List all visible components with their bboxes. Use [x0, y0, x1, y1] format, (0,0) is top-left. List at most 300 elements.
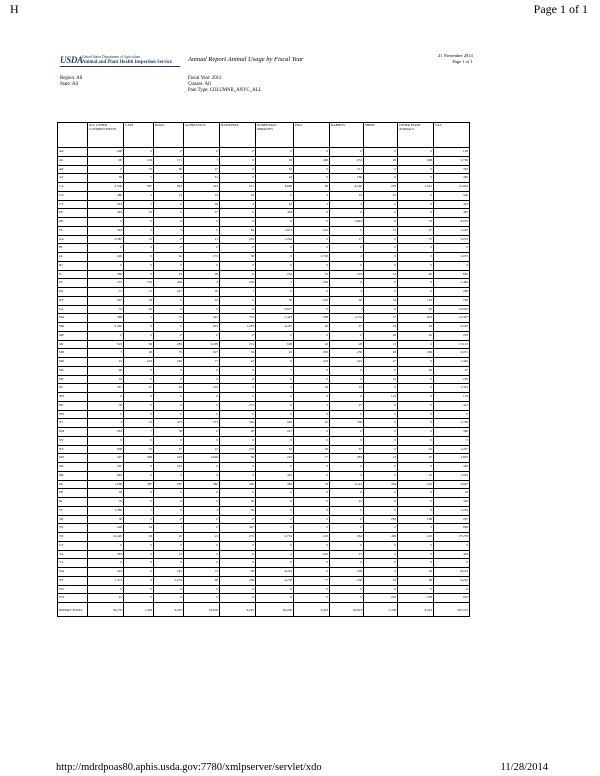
value-cell: 0 [364, 410, 398, 419]
state-cell: AZ [58, 174, 88, 183]
value-cell: 0 [256, 244, 294, 253]
value-cell: 267 [154, 480, 184, 489]
table-row [58, 515, 470, 524]
value-cell: 263 [294, 349, 330, 358]
value-cell: 207 [88, 463, 124, 472]
value-cell: 64 [398, 323, 434, 332]
value-cell: 48 [184, 576, 220, 585]
table-row [58, 156, 470, 165]
value-cell: 0 [256, 358, 294, 367]
value-cell: 0 [154, 410, 184, 419]
value-cell: 6,019 [434, 218, 470, 227]
value-cell: 0 [220, 594, 256, 603]
value-cell: 0 [398, 436, 434, 445]
value-cell: 22 [294, 340, 330, 349]
state-cell: MS [58, 366, 88, 375]
value-cell: 0 [330, 366, 364, 375]
value-cell: 16 [364, 375, 398, 384]
value-cell: 0 [294, 594, 330, 603]
value-cell: 0 [398, 489, 434, 498]
value-cell: 0 [398, 550, 434, 559]
table-row [58, 244, 470, 253]
print-header-page: Page 1 of 1 [533, 2, 588, 16]
value-cell: 908 [88, 445, 124, 454]
value-cell: 0 [220, 515, 256, 524]
state-cell: VA [58, 550, 88, 559]
print-footer-date: 11/28/2014 [500, 762, 548, 773]
column-header: HAMSTERS [220, 123, 256, 148]
value-cell: 39 [220, 506, 256, 515]
value-cell: 0 [330, 489, 364, 498]
value-cell: 62 [398, 331, 434, 340]
value-cell: 1,423 [256, 314, 294, 323]
value-cell: 480 [88, 191, 124, 200]
state-cell: OR [58, 471, 88, 480]
animal-usage-table [57, 122, 470, 617]
value-cell: 0 [330, 148, 364, 157]
report-filters-left [60, 76, 82, 88]
state-cell: WI [58, 576, 88, 585]
table-row [58, 183, 470, 192]
value-cell: 1,264 [256, 235, 294, 244]
value-cell: 6,243 [398, 603, 434, 617]
value-cell: 28 [330, 340, 364, 349]
value-cell: 292 [220, 279, 256, 288]
value-cell: 0 [294, 305, 330, 314]
value-cell: 0 [88, 331, 124, 340]
value-cell: 427 [220, 524, 256, 533]
value-cell: 0 [184, 489, 220, 498]
value-cell: 2 [364, 524, 398, 533]
value-cell: 36 [294, 445, 330, 454]
value-cell: 27 [364, 358, 398, 367]
value-cell: 29 [184, 200, 220, 209]
value-cell: 2,506 [88, 183, 124, 192]
value-cell: 869 [434, 524, 470, 533]
value-cell: 0 [256, 489, 294, 498]
table-row [58, 393, 470, 402]
value-cell: 90 [88, 156, 124, 165]
value-cell: 13 [364, 340, 398, 349]
value-cell: 275 [220, 401, 256, 410]
value-cell: 0 [364, 541, 398, 550]
column-header: ALL OTHER COVERED SPECIE [88, 123, 124, 148]
state-cell: VT [58, 559, 88, 568]
value-cell: 0 [124, 585, 154, 594]
table-row [58, 471, 470, 480]
value-cell: 283 [330, 454, 364, 463]
value-cell: 0 [256, 594, 294, 603]
value-cell: 48 [88, 366, 124, 375]
value-cell: 272 [88, 279, 124, 288]
value-cell: 1,372 [88, 576, 124, 585]
value-cell: 0 [294, 506, 330, 515]
value-cell: 227 [154, 288, 184, 297]
value-cell: 0 [220, 585, 256, 594]
value-cell: 0 [294, 261, 330, 270]
state-cell: AL [58, 156, 88, 165]
value-cell: 3,203 [294, 603, 330, 617]
value-cell: 17,123 [434, 340, 470, 349]
value-cell: 0 [398, 419, 434, 428]
table-row [58, 174, 470, 183]
state-cell: MD [58, 323, 88, 332]
value-cell: 0 [364, 463, 398, 472]
value-cell: 40 [398, 270, 434, 279]
value-cell: 0 [398, 165, 434, 174]
value-cell: 627 [184, 349, 220, 358]
value-cell: 2,072 [434, 349, 470, 358]
value-cell: 2,212 [330, 480, 364, 489]
table-row [58, 568, 470, 577]
value-cell: 22 [364, 191, 398, 200]
value-cell: 7 [124, 428, 154, 437]
value-cell: 0 [184, 401, 220, 410]
value-cell: 0 [184, 436, 220, 445]
value-cell: 0 [330, 463, 364, 472]
state-cell: KS [58, 288, 88, 297]
table-row [58, 349, 470, 358]
value-cell: 363 [88, 226, 124, 235]
value-cell: 422 [184, 314, 220, 323]
value-cell: 0 [124, 393, 154, 402]
value-cell: 0 [124, 594, 154, 603]
value-cell: 0 [294, 471, 330, 480]
value-cell: 6,232 [434, 576, 470, 585]
value-cell: 2,708 [434, 419, 470, 428]
value-cell: 3,253 [154, 576, 184, 585]
value-cell: 0 [398, 358, 434, 367]
value-cell: 27 [398, 226, 434, 235]
value-cell: 3 [294, 191, 330, 200]
value-cell: 8,224 [434, 568, 470, 577]
value-cell: 233 [124, 279, 154, 288]
value-cell: 10,063 [434, 305, 470, 314]
value-cell: 0 [398, 174, 434, 183]
value-cell: 0 [256, 410, 294, 419]
state-cell: OH [58, 454, 88, 463]
value-cell: 38 [88, 515, 124, 524]
value-cell: 289 [88, 270, 124, 279]
value-cell: 0 [256, 541, 294, 550]
value-cell: 6 [434, 261, 470, 270]
value-cell: 0 [220, 209, 256, 218]
value-cell: 0 [256, 331, 294, 340]
value-cell: 0 [184, 471, 220, 480]
value-cell: 8,246 [330, 183, 364, 192]
value-cell: 12,307 [434, 314, 470, 323]
value-cell: 3 [154, 524, 184, 533]
table-row [58, 506, 470, 515]
table-row [58, 585, 470, 594]
value-cell: 0 [154, 323, 184, 332]
value-cell: 22 [88, 594, 124, 603]
value-cell: 0 [294, 235, 330, 244]
value-cell: 2 [330, 200, 364, 209]
state-cell: NH [58, 410, 88, 419]
value-cell: 0 [154, 489, 184, 498]
value-cell: 623 [184, 323, 220, 332]
value-cell: 67 [154, 445, 184, 454]
table-row [58, 270, 470, 279]
value-cell: 34 [124, 296, 154, 305]
value-cell: 0 [398, 463, 434, 472]
value-cell: 0 [124, 323, 154, 332]
value-cell: 0 [124, 253, 154, 262]
state-filter: State: All [60, 82, 78, 87]
value-cell: 0 [220, 296, 256, 305]
value-cell: 16 [88, 375, 124, 384]
report-page-number: Page 1 of 1 [452, 58, 473, 64]
value-cell: 69 [124, 340, 154, 349]
state-cell: MN [58, 349, 88, 358]
value-cell: 0 [184, 226, 220, 235]
value-cell: 2 [398, 524, 434, 533]
value-cell: 792 [184, 384, 220, 393]
value-cell: 238 [330, 576, 364, 585]
value-cell: 0 [154, 559, 184, 568]
value-cell: 84 [220, 226, 256, 235]
value-cell: 6 [220, 375, 256, 384]
value-cell: 0 [330, 559, 364, 568]
value-cell: 22 [184, 191, 220, 200]
value-cell: 1,364 [434, 358, 470, 367]
value-cell: 12 [124, 235, 154, 244]
value-cell: 0 [330, 524, 364, 533]
value-cell: 2 [256, 550, 294, 559]
value-cell: 14 [364, 270, 398, 279]
value-cell: 63 [256, 165, 294, 174]
value-cell: 2,843 [330, 218, 364, 227]
value-cell: 407 [88, 454, 124, 463]
value-cell: 0 [330, 331, 364, 340]
value-cell: 27 [184, 165, 220, 174]
value-cell: 0 [330, 541, 364, 550]
value-cell: 0 [184, 410, 220, 419]
value-cell: 0 [294, 428, 330, 437]
value-cell: 39 [256, 296, 294, 305]
value-cell: 76 [398, 218, 434, 227]
state-cell: SC [58, 506, 88, 515]
value-cell: 36 [294, 384, 330, 393]
report-date-block [438, 53, 473, 64]
value-cell: 0 [220, 550, 256, 559]
value-cell: 406 [294, 156, 330, 165]
value-cell: 1,134 [330, 314, 364, 323]
value-cell: 0 [330, 428, 364, 437]
value-cell: 0 [434, 559, 470, 568]
value-cell: 0 [398, 585, 434, 594]
logo-rule [60, 66, 180, 67]
value-cell: 0 [364, 498, 398, 507]
value-cell: 42 [154, 253, 184, 262]
table-row [58, 235, 470, 244]
value-cell: 0 [154, 305, 184, 314]
value-cell: 26 [220, 498, 256, 507]
state-cell: WY [58, 594, 88, 603]
value-cell: 208 [88, 148, 124, 157]
value-cell: 0 [294, 585, 330, 594]
state-cell: ID [58, 261, 88, 270]
value-cell: 0 [294, 568, 330, 577]
value-cell: 0 [124, 568, 154, 577]
value-cell: 58 [220, 253, 256, 262]
value-cell: 2 [124, 191, 154, 200]
value-cell: 0 [124, 471, 154, 480]
value-cell: 12 [154, 550, 184, 559]
state-cell: OK [58, 463, 88, 472]
classes-filter: Classes: All [188, 82, 211, 87]
value-cell: 0 [184, 393, 220, 402]
value-cell: 474 [294, 358, 330, 367]
value-cell: 207,223 [434, 603, 470, 617]
value-cell: 0 [330, 393, 364, 402]
value-cell: 748 [434, 296, 470, 305]
value-cell: 0 [154, 244, 184, 253]
value-cell: 368 [124, 454, 154, 463]
value-cell: 363 [434, 165, 470, 174]
table-row [58, 366, 470, 375]
table-row [58, 410, 470, 419]
table-row [58, 288, 470, 297]
column-header: DOGS [154, 123, 184, 148]
value-cell: 482 [434, 174, 470, 183]
value-cell: 233 [220, 445, 256, 454]
value-cell: 263 [154, 358, 184, 367]
state-cell: IN [58, 279, 88, 288]
value-cell: 222 [294, 550, 330, 559]
usda-department-name: United States Department of Agriculture [82, 55, 141, 59]
table-row [58, 305, 470, 314]
state-cell: DE [58, 218, 88, 227]
value-cell: 22 [220, 191, 256, 200]
value-cell: 1 [330, 305, 364, 314]
value-cell: 22 [184, 296, 220, 305]
value-cell: 0 [154, 515, 184, 524]
value-cell: 12 [124, 288, 154, 297]
value-cell: 0 [398, 559, 434, 568]
value-cell: 6 [364, 384, 398, 393]
value-cell: 0 [88, 541, 124, 550]
value-cell: 0 [154, 594, 184, 603]
column-header: CATS [124, 123, 154, 148]
value-cell: 226 [88, 253, 124, 262]
value-cell: 236 [330, 349, 364, 358]
value-cell: 223 [294, 296, 330, 305]
value-cell: 1 [124, 506, 154, 515]
value-cell: 2,734 [256, 533, 294, 542]
value-cell: 0 [398, 410, 434, 419]
value-cell: 47 [330, 323, 364, 332]
table-row [58, 401, 470, 410]
value-cell: 1,072 [434, 253, 470, 262]
value-cell: 1,328 [364, 603, 398, 617]
value-cell: 0 [124, 375, 154, 384]
value-cell: 2,362 [88, 323, 124, 332]
value-cell: 21 [184, 235, 220, 244]
value-cell: 0 [364, 244, 398, 253]
value-cell: 0 [88, 559, 124, 568]
value-cell: 27 [330, 401, 364, 410]
value-cell: 0 [124, 410, 154, 419]
table-row [58, 524, 470, 533]
value-cell: 1,484 [434, 279, 470, 288]
table-row [58, 314, 470, 323]
value-cell: 34 [220, 349, 256, 358]
value-cell: 0 [154, 261, 184, 270]
value-cell: 0 [364, 445, 398, 454]
table-row [58, 209, 470, 218]
value-cell: 222 [364, 594, 398, 603]
value-cell: 283 [364, 515, 398, 524]
value-cell: 76 [88, 498, 124, 507]
value-cell: 2 [256, 384, 294, 393]
value-cell: 272 [220, 533, 256, 542]
value-cell: 223 [154, 454, 184, 463]
table-row [58, 436, 470, 445]
value-cell: 2 [124, 226, 154, 235]
value-cell: 0 [364, 200, 398, 209]
value-cell: 0 [154, 393, 184, 402]
value-cell: 0 [398, 261, 434, 270]
value-cell: 0 [184, 331, 220, 340]
table-row [58, 375, 470, 384]
table-row [58, 445, 470, 454]
value-cell: 2 [184, 506, 220, 515]
report-title: Annual Report Animal Usage by Fiscal Year [188, 56, 304, 63]
value-cell: 0 [364, 261, 398, 270]
value-cell: 0 [88, 218, 124, 227]
value-cell: 38 [220, 568, 256, 577]
print-footer-url: http://mdrdpoas80.aphis.usda.gov:7780/xmlpserver/servlet/xdo [56, 762, 322, 773]
table-row [58, 323, 470, 332]
value-cell: 0 [184, 541, 220, 550]
value-cell: 0 [88, 436, 124, 445]
value-cell: 0 [398, 244, 434, 253]
value-cell: 0 [398, 191, 434, 200]
value-cell: 4,267 [256, 323, 294, 332]
value-cell: 24,630 [184, 603, 220, 617]
value-cell: 1,323 [434, 384, 470, 393]
value-cell: 2 [154, 174, 184, 183]
value-cell: 0 [330, 244, 364, 253]
column-header: GUINEA PIGS [184, 123, 220, 148]
value-cell: 0 [294, 174, 330, 183]
value-cell: 0 [256, 401, 294, 410]
value-cell: 1,208 [88, 480, 124, 489]
state-cell: NY [58, 445, 88, 454]
value-cell: 29,623 [330, 603, 364, 617]
value-cell: 0 [294, 218, 330, 227]
value-cell: 263 [88, 428, 124, 437]
table-row [58, 384, 470, 393]
value-cell: 0 [434, 585, 470, 594]
value-cell: 0 [220, 384, 256, 393]
value-cell: 47 [124, 384, 154, 393]
value-cell: 1,207 [434, 445, 470, 454]
value-cell: 29 [124, 533, 154, 542]
value-cell: 5 [124, 174, 154, 183]
value-cell: 422 [88, 568, 124, 577]
value-cell: 0 [124, 559, 154, 568]
value-cell: 18 [434, 489, 470, 498]
value-cell: 0 [154, 235, 184, 244]
value-cell: 92 [398, 305, 434, 314]
table-row [58, 261, 470, 270]
value-cell: 0 [124, 489, 154, 498]
value-cell: 0 [364, 436, 398, 445]
value-cell: 0 [256, 506, 294, 515]
